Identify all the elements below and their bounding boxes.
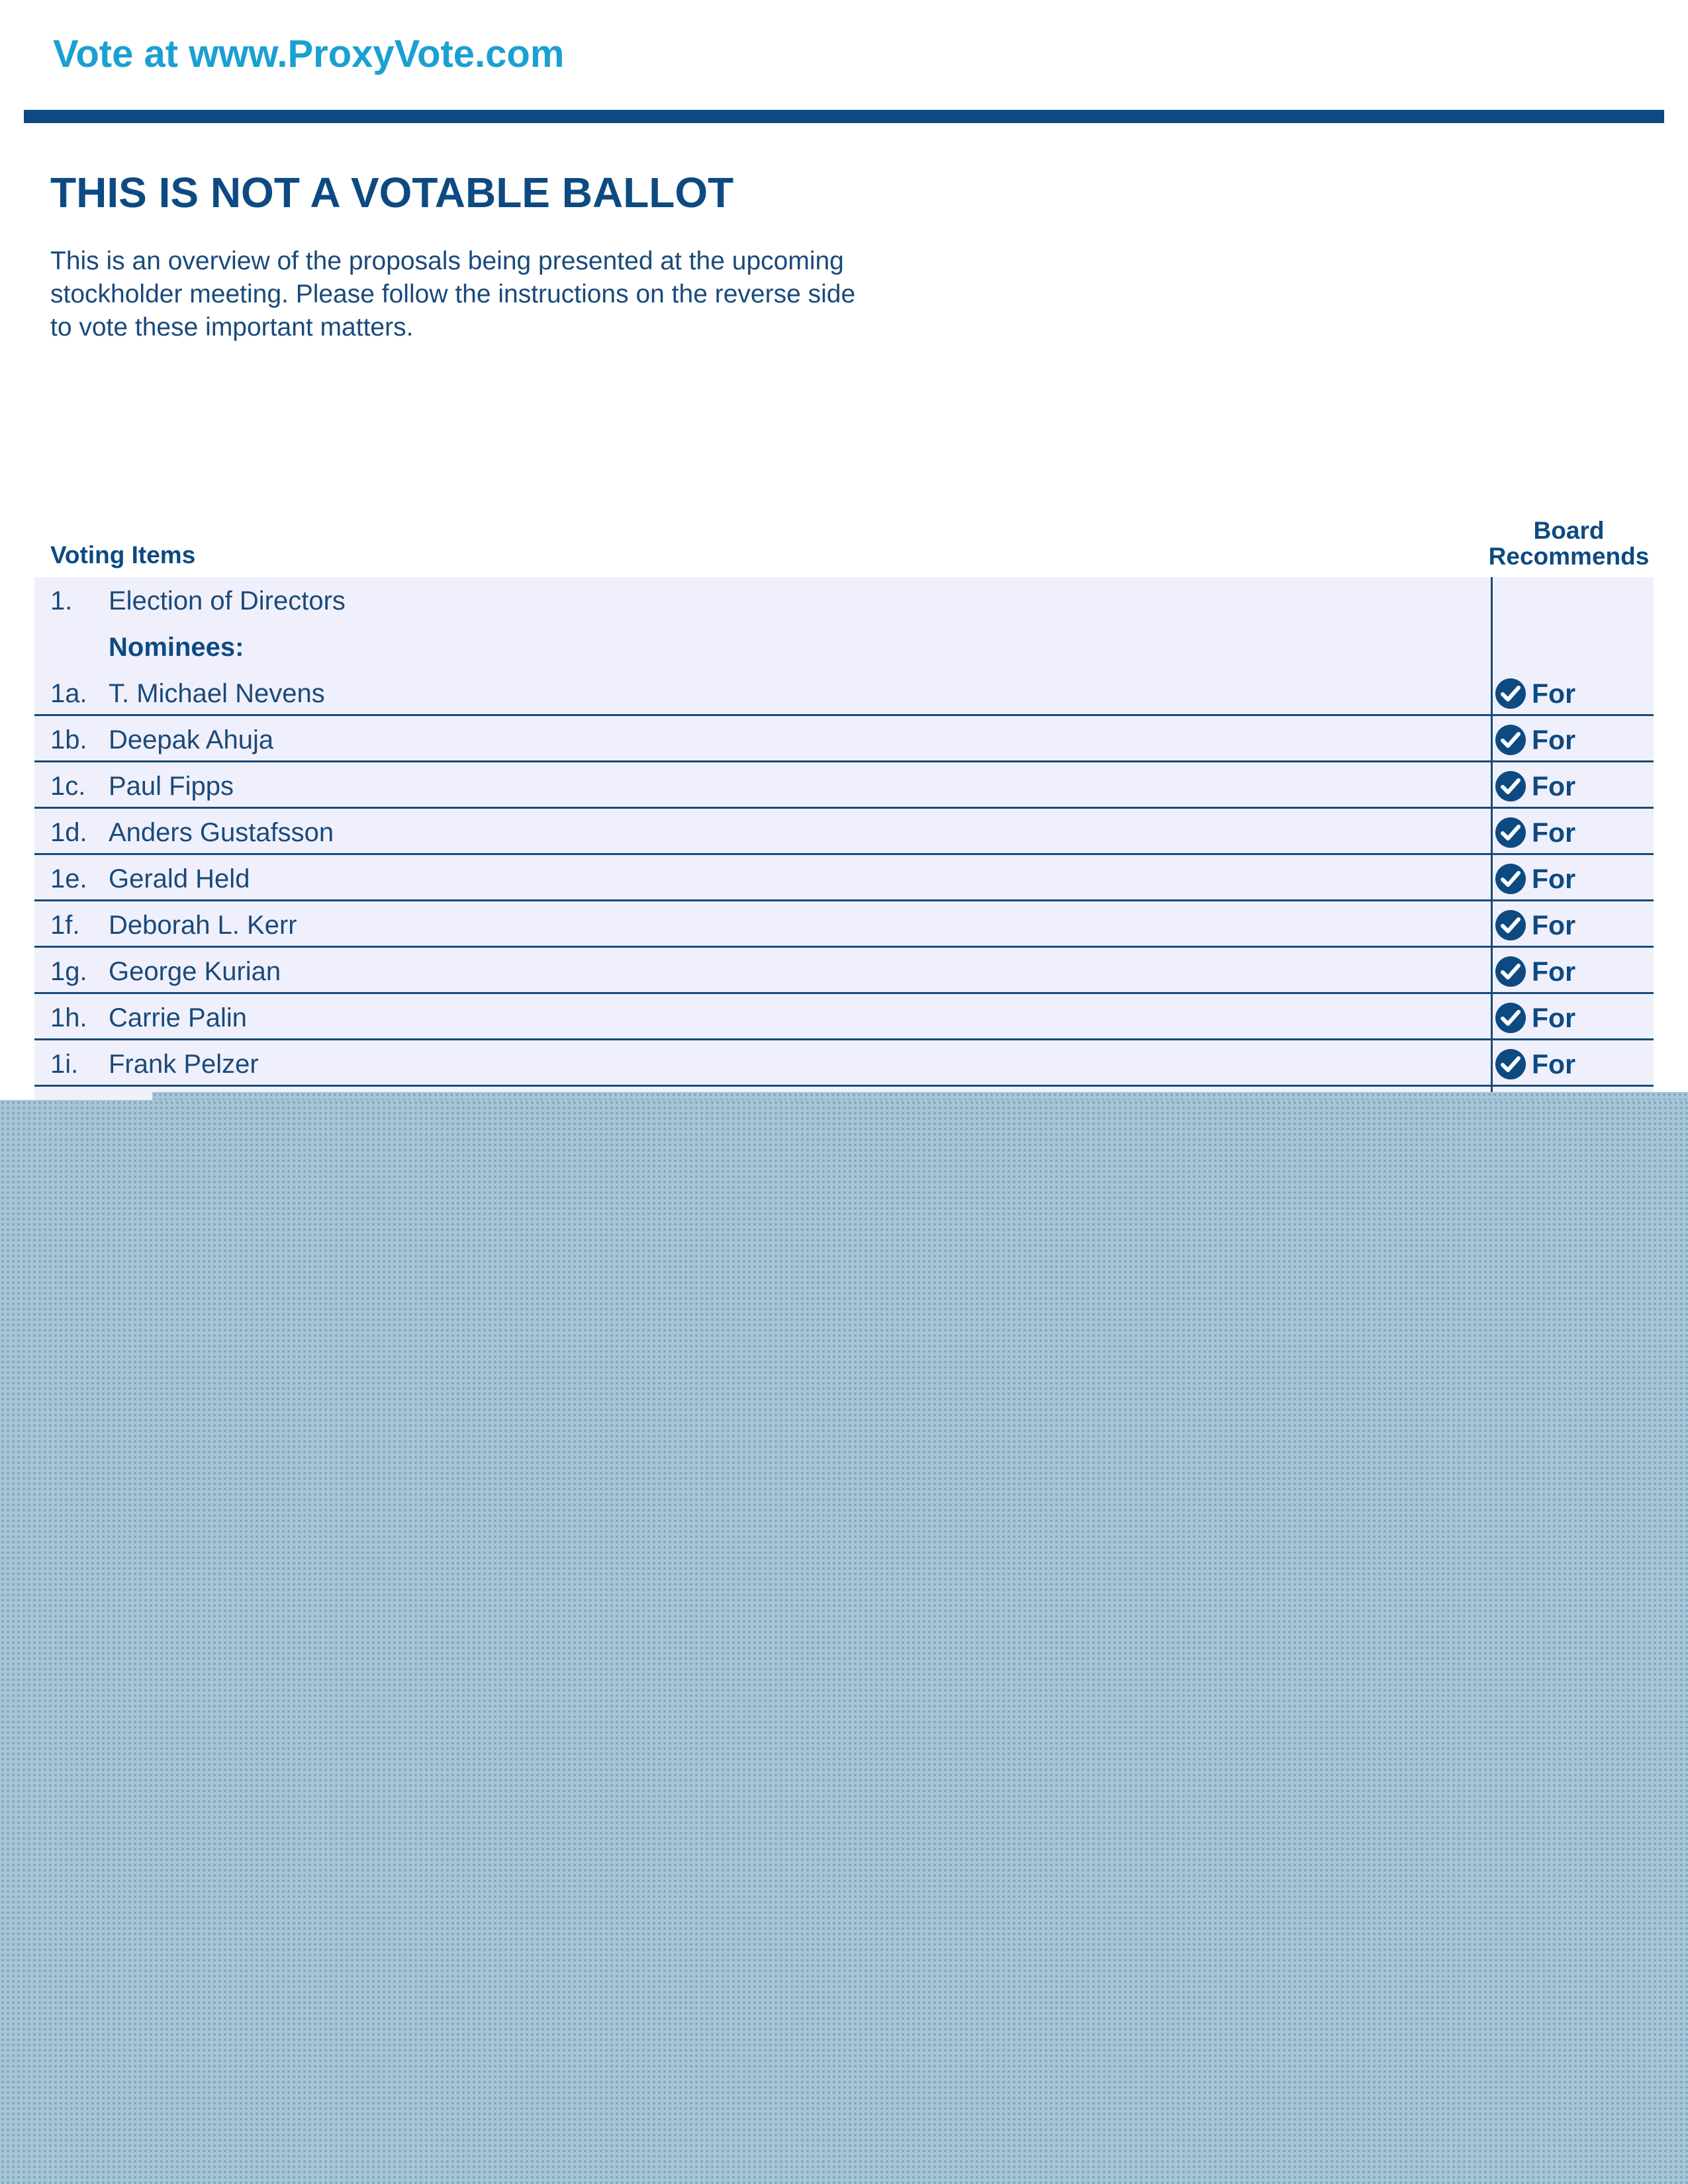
proxyvote-link[interactable]: Vote at www.ProxyVote.com — [53, 32, 565, 75]
board-recommendation — [1495, 1048, 1575, 1080]
ballot-title: THIS IS NOT A VOTABLE BALLOT — [50, 169, 734, 216]
nominee-row — [34, 855, 1654, 901]
nominee-number: 1d. — [50, 818, 87, 847]
nominee-number: 1i. — [50, 1050, 79, 1079]
board-recommendation — [1495, 724, 1575, 756]
header-divider — [24, 110, 1664, 123]
redaction-overlay — [0, 1100, 1688, 2184]
check-circle-icon — [1495, 1002, 1526, 1034]
check-circle-icon — [1495, 770, 1526, 802]
check-circle-icon — [1495, 909, 1526, 941]
recommendation-label: For — [1532, 817, 1576, 848]
board-recommendation — [1495, 956, 1575, 987]
nominee-number: 1b. — [50, 725, 87, 754]
check-circle-icon — [1495, 1048, 1526, 1080]
recommendation-label: For — [1532, 1002, 1576, 1033]
board-recommendation — [1495, 678, 1575, 709]
nominee-row — [34, 809, 1654, 855]
recommendation-label: For — [1532, 909, 1576, 940]
check-circle-icon — [1495, 817, 1526, 848]
nominee-name: Carrie Palin — [109, 1003, 247, 1032]
nominee-name: Paul Fipps — [109, 772, 234, 801]
nominee-number: 1g. — [50, 957, 87, 986]
board-header-line1: Board — [1533, 517, 1605, 544]
board-recommendation — [1495, 770, 1575, 802]
nominee-row — [34, 762, 1654, 809]
nominee-number: 1h. — [50, 1003, 87, 1032]
nominee-name: Deborah L. Kerr — [109, 911, 297, 940]
nominee-name: Gerald Held — [109, 864, 250, 893]
recommendation-label: For — [1532, 863, 1576, 894]
proposal-number: 1. — [50, 586, 73, 615]
nominee-number: 1c. — [50, 772, 86, 801]
nominee-number: 1f. — [50, 911, 80, 940]
board-header-line2: Recommends — [1488, 543, 1650, 570]
nominee-name: George Kurian — [109, 957, 281, 986]
board-recommendation — [1495, 863, 1575, 895]
nominee-name: T. Michael Nevens — [109, 679, 325, 708]
proposal-text: Election of Directors — [109, 586, 346, 615]
nominee-row — [34, 948, 1654, 994]
nominee-row — [34, 1040, 1654, 1087]
recommendation-label: For — [1532, 770, 1576, 801]
board-recommends-header — [1483, 518, 1655, 569]
nominee-row — [34, 901, 1654, 948]
nominee-row — [34, 716, 1654, 762]
recommendation-label: For — [1532, 956, 1576, 987]
proposal-row — [34, 577, 1654, 623]
check-circle-icon — [1495, 678, 1526, 709]
nominee-row — [34, 670, 1654, 716]
nominee-name: Frank Pelzer — [109, 1050, 259, 1079]
check-circle-icon — [1495, 724, 1526, 756]
recommendation-label: For — [1532, 724, 1576, 755]
board-recommendation — [1495, 909, 1575, 941]
intro-paragraph: This is an overview of the proposals being presented at the upcoming stockholder meeting. Please follow the instructions on the reverse side to vote these important matters. — [50, 247, 856, 341]
nominees-label-row — [34, 623, 1654, 670]
nominee-number: 1a. — [50, 679, 87, 708]
recommendation-label: For — [1532, 1048, 1576, 1079]
nominee-row — [34, 994, 1654, 1040]
check-circle-icon — [1495, 956, 1526, 987]
recommendation-label: For — [1532, 678, 1576, 709]
nominee-name: Deepak Ahuja — [109, 725, 274, 754]
board-recommendation — [1495, 1002, 1575, 1034]
nominees-label: Nominees: — [109, 633, 244, 662]
nominee-name: Anders Gustafsson — [109, 818, 334, 847]
voting-items-header: Voting Items — [50, 541, 196, 569]
check-circle-icon — [1495, 863, 1526, 895]
nominee-number: 1e. — [50, 864, 87, 893]
voting-table — [34, 577, 1654, 1100]
board-recommendation — [1495, 817, 1575, 848]
